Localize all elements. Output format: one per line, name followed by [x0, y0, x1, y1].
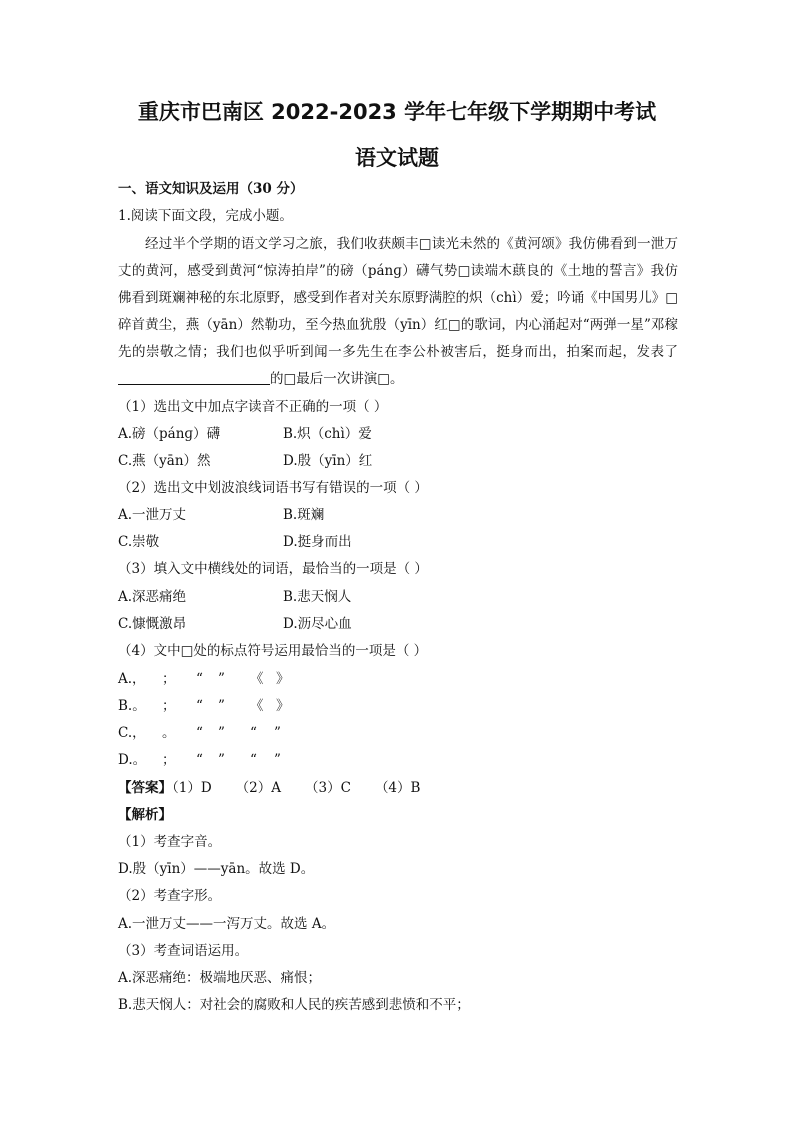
passage-text-end: 的□最后一次讲演□。 [270, 371, 404, 387]
answer-row [118, 779, 420, 797]
punct-mark: ” [218, 752, 225, 768]
option-b: B.炽（chì）爱 [283, 426, 372, 442]
option-letter: A.， [118, 671, 146, 687]
punct-mark: “ [196, 671, 203, 687]
option-d: D.挺身而出 [283, 534, 352, 550]
option-c: C.崇敬 [118, 534, 160, 550]
punct-mark: ” [218, 698, 225, 714]
option-letter: B.。 [118, 698, 146, 714]
punct-mark: “ [196, 698, 203, 714]
punct-mark: ” [218, 671, 225, 687]
section-heading: 一、语文知识及运用（30 分） [118, 181, 304, 197]
analysis-line: D.殷（yīn）——yān。故选 D。 [118, 861, 315, 877]
answer-item: （1）D [172, 780, 212, 796]
punct-mark: ” [218, 725, 225, 741]
punct-mark: “ [250, 725, 257, 741]
punct-mark: 。 [162, 725, 176, 741]
option-d: D.殷（yīn）红 [283, 453, 373, 469]
page-subtitle: 语文试题 [355, 146, 439, 170]
passage-text: 经过半个学期的语文学习之旅，我们收获颇丰□读光未然的《黄河颂》我仿佛看到一泄万丈的黄河，感受到黄河“惊涛拍岸”的磅（pánɡ）礴气势□读端木蕻良的《土地的誓言》我仿佛看到斑斓神秘的东北原野，感受到作者对关东原野满腔的炽（chì）爱；吟诵《中国男儿》□碎首黄尘，燕（yān）然勒功，至今热血犹殷（yīn）红□的歌词，内心涌起对“两弹一星”邓稼先的崇敬之情；我们也似乎听到闻一多先生在李公朴被害后，挺身而出，拍案而起，发表了 [118, 236, 678, 360]
analysis-line: B.悲天悯人：对社会的腐败和人民的疾苦感到悲愤和不平； [118, 997, 470, 1013]
punct-mark: 《 [250, 698, 264, 714]
analysis-line: （2）考查字形。 [118, 888, 222, 904]
option-b: B.悲天悯人 [283, 589, 352, 605]
reading-passage [118, 231, 678, 393]
punct-mark: “ [196, 725, 203, 741]
punct-mark: ” [274, 752, 281, 768]
question-prompt: 1.阅读下面文段，完成小题。 [118, 208, 293, 224]
punct-mark: “ [250, 752, 257, 768]
answer-item: （2）A [235, 780, 282, 796]
option-a: A.磅（pánɡ）礴 [118, 426, 221, 442]
analysis-line: A.一泄万丈——一泻万丈。故选 A。 [118, 916, 336, 932]
analysis-line: （3）考查词语运用。 [118, 943, 249, 959]
punct-mark: ； [162, 752, 176, 768]
answer-item: （3）C [305, 780, 351, 796]
option-letter: C.， [118, 725, 146, 741]
punct-mark: ； [162, 671, 176, 687]
punct-mark: ” [274, 725, 281, 741]
option-a: A.深恶痛绝 [118, 589, 187, 605]
analysis-label: 【解析】 [118, 807, 172, 823]
analysis-line: （1）考查字音。 [118, 834, 222, 850]
answer-item: （4）B [374, 780, 421, 796]
fill-blank-line [118, 370, 270, 385]
punct-mark: “ [196, 752, 203, 768]
option-c: C.慷慨激昂 [118, 616, 187, 632]
option-letter: D.。 [118, 752, 147, 768]
sub-question-3: （3）填入文中横线处的词语，最恰当的一项是（ ） [118, 561, 428, 577]
sub-question-4: （4）文中□处的标点符号运用最恰当的一项是（ ） [118, 643, 428, 659]
answer-label: 【答案】 [118, 780, 172, 796]
option-b: B.斑斓 [283, 507, 325, 523]
page-title: 重庆市巴南区 2022-2023 学年七年级下学期期中考试 [137, 100, 657, 124]
analysis-line: A.深恶痛绝：极端地厌恶、痛恨； [118, 970, 322, 986]
sub-question-2: （2）选出文中划波浪线词语书写有错误的一项（ ） [118, 480, 428, 496]
punct-mark: ； [162, 698, 176, 714]
punct-mark: 《 [250, 671, 264, 687]
option-d: D.沥尽心血 [283, 616, 352, 632]
option-a: A.一泄万丈 [118, 507, 187, 523]
punct-mark: 》 [276, 671, 290, 687]
sub-question-1: （1）选出文中加点字读音不正确的一项（ ） [118, 399, 388, 415]
option-c: C.燕（yān）然 [118, 453, 211, 469]
punct-mark: 》 [276, 698, 290, 714]
